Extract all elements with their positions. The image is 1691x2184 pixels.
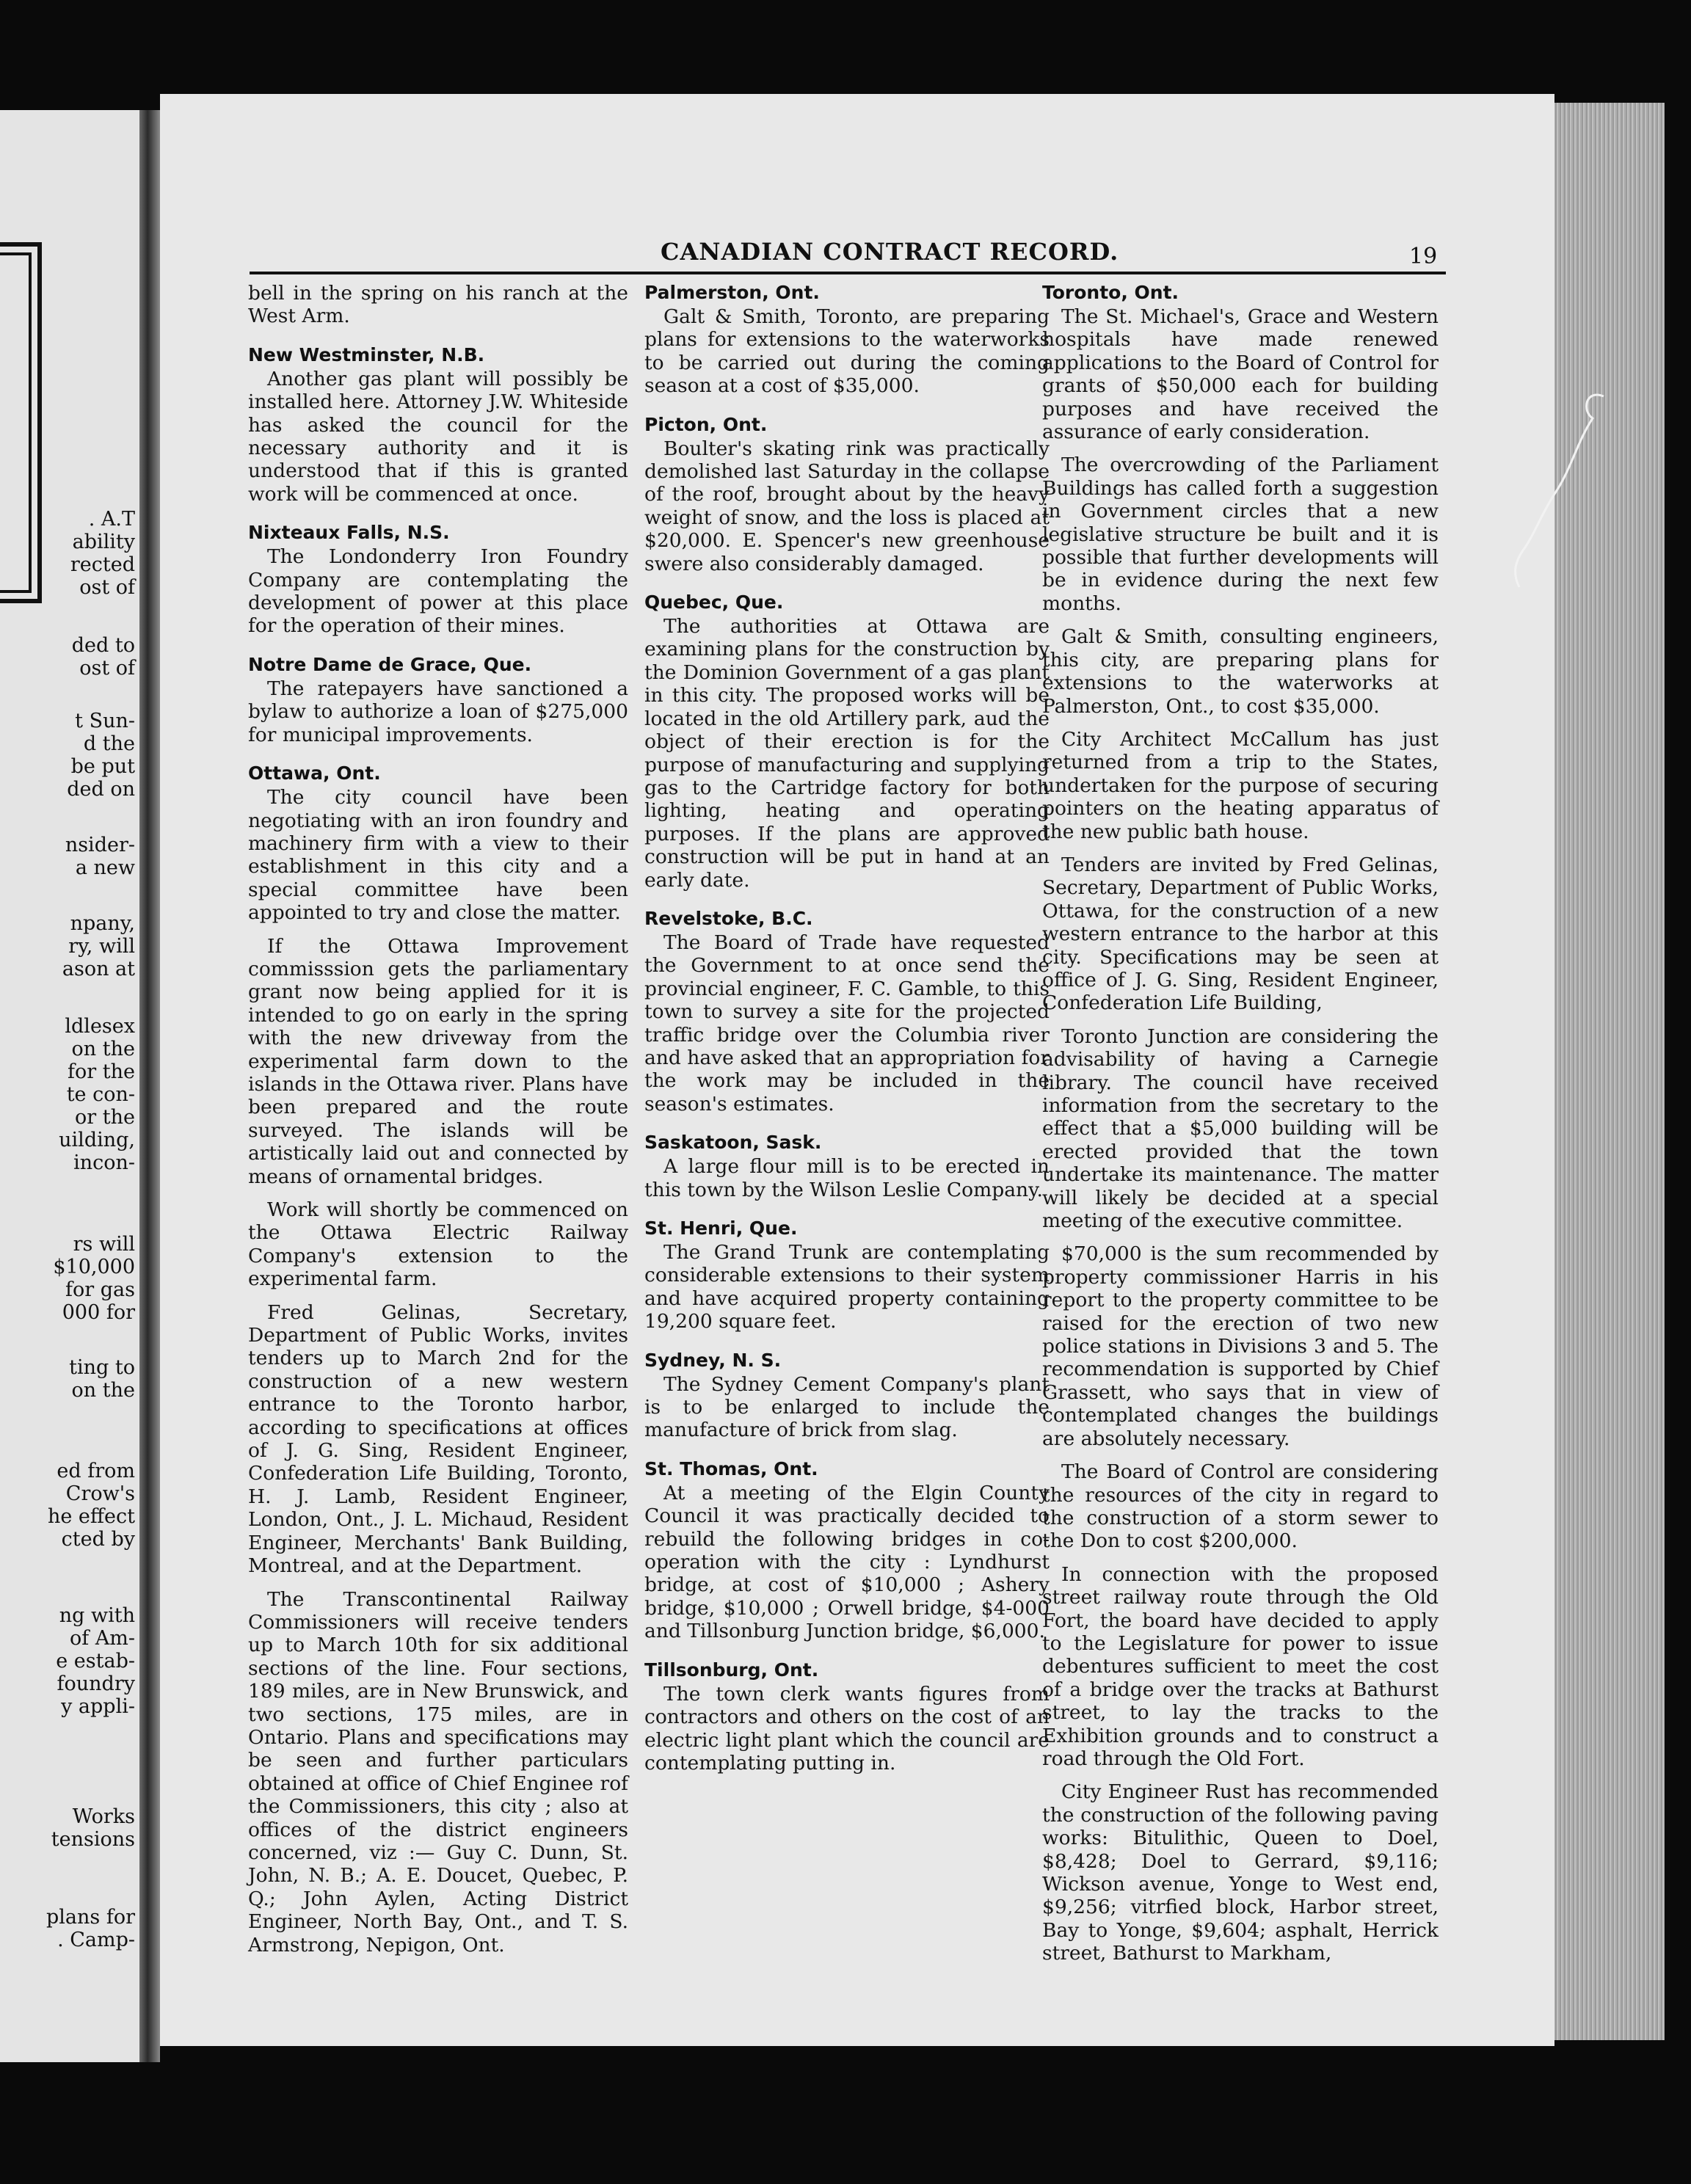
left-fragment-line: for the <box>68 1060 135 1083</box>
left-page-border-box <box>0 242 42 603</box>
article-paragraph: The Grand Trunk are contemplating considerable extensions to their system and have acquired property containing 19,200 square feet. <box>644 1241 1050 1333</box>
section-heading: Saskatoon, Sask. <box>644 1132 822 1154</box>
left-fragment-line: d the <box>83 732 135 755</box>
article-paragraph: The authorities at Ottawa are examining plans for the construction by the Dominion Government of a gas plant in this city. The proposed works will be located in the old Artillery park, aud the object of their erection is for the purpose of manufacturing and supplying gas to the Cartridge factory for both lighting, heating and operating purposes. If the plans are approved construction will be put in hand at an early date. <box>644 615 1050 892</box>
left-fragment-line: nsider- <box>65 834 135 856</box>
left-fragment-line: ost of <box>79 576 135 599</box>
left-fragment-line: ded on <box>67 778 135 801</box>
left-fragment-line: uilding, <box>59 1129 135 1151</box>
left-fragment-line: be put <box>70 755 135 778</box>
publication-title: CANADIAN CONTRACT RECORD. <box>661 238 1119 266</box>
article-paragraph: At a meeting of the Elgin County Council it was practically decided to rebuild the following bridges in co-operation with the city : Lyndhurst bridge, at cost of $10,000 ; Ashery bridge, $10,000 ; Orwell bridge, $4-000 and Tillsonburg Junction bridge, $6,000. <box>644 1481 1050 1643</box>
article-paragraph: bell in the spring on his ranch at the West Arm. <box>248 282 628 328</box>
left-fragment-line: on the <box>71 1379 135 1402</box>
article-paragraph: The Sydney Cement Company's plant is to be enlarged to include the manufacture of brick from slag. <box>644 1372 1050 1442</box>
left-fragment-line: ost of <box>79 657 135 680</box>
section-heading: Nixteaux Falls, N.S. <box>248 522 450 544</box>
left-fragment-line: $10,000 <box>53 1256 135 1278</box>
article-paragraph: The overcrowding of the Parliament Buildings has called forth a suggestion in Government circles that a new legislative structure be built and it is possible that further developments will be in evidence during the next few months. <box>1042 454 1439 615</box>
article-paragraph: Another gas plant will possibly be installed here. Attorney J.W. Whiteside has asked the council for the necessary authority and it is understood that if this is granted work will be commenced at once. <box>248 367 628 506</box>
article-paragraph: Work will shortly be commenced on the Ottawa Electric Railway Company's extension to the experimental farm. <box>248 1198 628 1291</box>
article-paragraph: The city council have been negotiating with an iron foundry and machinery firm with a view to their establishment in this city and a special committee have been appointed to try and close the matter. <box>248 786 628 925</box>
article-paragraph: The town clerk wants figures from contractors and others on the cost of an electric light plant which the council are contemplating putting in. <box>644 1682 1050 1774</box>
section-heading: St. Henri, Que. <box>644 1217 798 1239</box>
column-3 <box>1042 282 1439 1976</box>
article-paragraph: The Board of Control are considering the resources of the city in regard to the construction of a storm sewer to the Don to cost $200,000. <box>1042 1460 1439 1553</box>
left-fragment-line: ting to <box>69 1356 135 1379</box>
article-paragraph: A large flour mill is to be erected in this town by the Wilson Leslie Company. <box>644 1155 1050 1201</box>
left-fragment-line: ng with <box>59 1604 135 1627</box>
article-paragraph: City Engineer Rust has recommended the construction of the following paving works: Bitulithic, Queen to Doel, $8,428; Doel to Gerrard, $9,116; Wickson avenue, Yonge to West end, $9,256; vitrfied block, Harbor street, Bay to Yonge, $9,604; asphalt, Herrick street, Bathurst to Markham, <box>1042 1780 1439 1965</box>
section-heading: Revelstoke, B.C. <box>644 907 813 929</box>
left-page-fragment <box>0 110 139 2062</box>
article-paragraph: The ratepayers have sanctioned a bylaw to authorize a loan of $275,000 for municipal improvements. <box>248 677 628 746</box>
article-paragraph: City Architect McCallum has just returned from a trip to the States, undertaken for the purpose of securing pointers on the heating apparatus of the new public bath house. <box>1042 727 1439 843</box>
running-header <box>250 238 1446 274</box>
left-fragment-line: ry, will <box>68 935 135 958</box>
left-fragment-line: t Sun- <box>75 710 135 732</box>
article-paragraph: The Londonderry Iron Foundry Company are contemplating the development of power at this place for the operation of their mines. <box>248 545 628 638</box>
article-paragraph: The Board of Trade have requested the Government to at once send the provincial engineer, F. C. Gamble, to this town to survey a site for the projected traffic bridge over the Columbia river and have asked that an appropriation for the work may be included in the season's estimates. <box>644 931 1050 1115</box>
left-fragment-line: te con- <box>66 1083 135 1106</box>
left-fragment-line: Works <box>72 1805 135 1828</box>
section-heading: Notre Dame de Grace, Que. <box>248 653 532 675</box>
left-fragment-line: plans for <box>46 1906 135 1929</box>
left-fragment-line: npany, <box>70 912 135 935</box>
article-paragraph: Toronto Junction are considering the advisability of having a Carnegie library. The council have received information from the secretary to the effect that a $5,000 building will be erected provided that the town undertake its maintenance. The matter will likely be decided at a special meeting of the executive committee. <box>1042 1024 1439 1233</box>
column-1 <box>248 282 628 1967</box>
section-heading: Toronto, Ont. <box>1042 282 1179 303</box>
left-fragment-line: Crow's <box>65 1482 135 1505</box>
section-heading: Quebec, Que. <box>644 592 784 614</box>
article-paragraph: Galt & Smith, Toronto, are preparing plans for extensions to the waterworks to be carried out during the coming season at a cost of $35,000. <box>644 305 1050 398</box>
left-fragment-line: he effect <box>47 1505 135 1528</box>
left-fragment-line: ded to <box>71 634 135 657</box>
page-number: 19 <box>1409 244 1438 269</box>
left-fragment-line: e estab- <box>56 1650 135 1672</box>
article-paragraph: Boulter's skating rink was practically demolished last Saturday in the collapse of the roof, brought about by the heavy weight of snow, and the loss is placed at $20,000. E. Spencer's new greenhouse swere also considerably damaged. <box>644 437 1050 575</box>
book-gutter <box>139 110 160 2062</box>
section-heading: Picton, Ont. <box>644 413 768 435</box>
section-heading: St. Thomas, Ont. <box>644 1457 818 1479</box>
left-fragment-line: rected <box>70 553 135 576</box>
left-fragment-line: tensions <box>51 1828 135 1851</box>
left-fragment-line: incon- <box>73 1151 135 1174</box>
thread-mark <box>1512 382 1615 602</box>
section-heading: Ottawa, Ont. <box>248 762 381 785</box>
left-fragment-line: rs will <box>73 1233 135 1256</box>
left-fragment-line: . Camp- <box>57 1929 135 1951</box>
section-heading: Sydney, N. S. <box>644 1349 782 1371</box>
section-heading: Tillsonburg, Ont. <box>644 1659 819 1681</box>
article-paragraph: The Transcontinental Railway Commissioners will receive tenders up to March 10th for six additional sections of the line. Four sections, 189 miles, are in New Brunswick, and two sections, 175 miles, are in Ontario. Plans and specifications may be seen and further particulars obtained at office of Chief Enginee rof the Commissioners, this city ; also at offices of the district engineers concerned, viz :— Guy C. Dunn, St. John, N. B.; A. E. Doucet, Quebec, P. Q.; John Aylen, Acting District Engineer, North Bay, Ont., and T. S. Armstrong, Nepigon, Ont. <box>248 1587 628 1956</box>
left-fragment-line: on the <box>71 1038 135 1060</box>
article-paragraph: Tenders are invited by Fred Gelinas, Secretary, Department of Public Works, Ottawa, for the construction of a new western entrance to the harbor at this city. Specifications may be seen at office of J. G. Sing, Resident Engineer, Confederation Life Building, <box>1042 853 1439 1015</box>
left-fragment-line: ldlesex <box>65 1015 135 1038</box>
left-fragment-line: a new <box>75 856 135 879</box>
article-paragraph: $70,000 is the sum recommended by property commissioner Harris in his report to the property committee to be raised for the erection of two new police stations in Divisions 3 and 5. The recommendation is supported by Chief Grassett, who says that in view of contemplated changes the buildings are absolutely necessary. <box>1042 1242 1439 1450</box>
left-fragment-line: y appli- <box>61 1695 135 1718</box>
left-fragment-line: for gas <box>65 1278 135 1301</box>
section-heading: Palmerston, Ont. <box>644 282 820 303</box>
left-fragment-line: or the <box>75 1106 135 1129</box>
left-fragment-line: ability <box>72 531 135 553</box>
left-fragment-line: foundry <box>57 1672 135 1695</box>
left-fragment-line: 000 for <box>62 1301 135 1324</box>
article-paragraph: Fred Gelinas, Secretary, Department of Public Works, invites tenders up to March 2nd for the construction of a new western entrance to the Toronto harbor, according to specifications at offices of J. G. Sing, Resident Engineer, Confederation Life Building, Toronto, H. J. Lamb, Resident Engineer, London, Ont., J. L. Michaud, Resident Engineer, Merchants' Bank Building, Montreal, and at the Department. <box>248 1300 628 1578</box>
left-fragment-line: of Am- <box>69 1627 135 1650</box>
article-paragraph: If the Ottawa Improvement commisssion gets the parliamentary grant now being applied for it is intended to go on early in the spring with the new driveway from the experimental farm down to the islands in the Ottawa river. Plans have been prepared and the route surveyed. The islands will be artistically laid out and connected by means of ornamental bridges. <box>248 934 628 1188</box>
left-fragment-line: cted by <box>61 1528 135 1551</box>
section-heading: New Westminster, N.B. <box>248 343 485 365</box>
column-2 <box>644 282 1050 1785</box>
left-fragment-line: . A.T <box>88 508 135 531</box>
left-fragment-line: ason at <box>62 958 135 980</box>
article-paragraph: The St. Michael's, Grace and Western hospitals have made renewed applications to the Board of Control for grants of $50,000 each for building purposes and have received the assurance of early consideration. <box>1042 305 1439 444</box>
article-paragraph: Galt & Smith, consulting engineers, this city, are preparing plans for extensions to the waterworks at Palmerston, Ont., to cost $35,000. <box>1042 625 1439 718</box>
article-paragraph: In connection with the proposed street railway route through the Old Fort, the board have decided to apply to the Legislature for power to issue debentures sufficient to meet the cost of a bridge over the tracks at Bathurst street, to lay the tracks to the Exhibition grounds and to construct a road through the Old Fort. <box>1042 1562 1439 1770</box>
left-fragment-line: ed from <box>57 1460 135 1482</box>
